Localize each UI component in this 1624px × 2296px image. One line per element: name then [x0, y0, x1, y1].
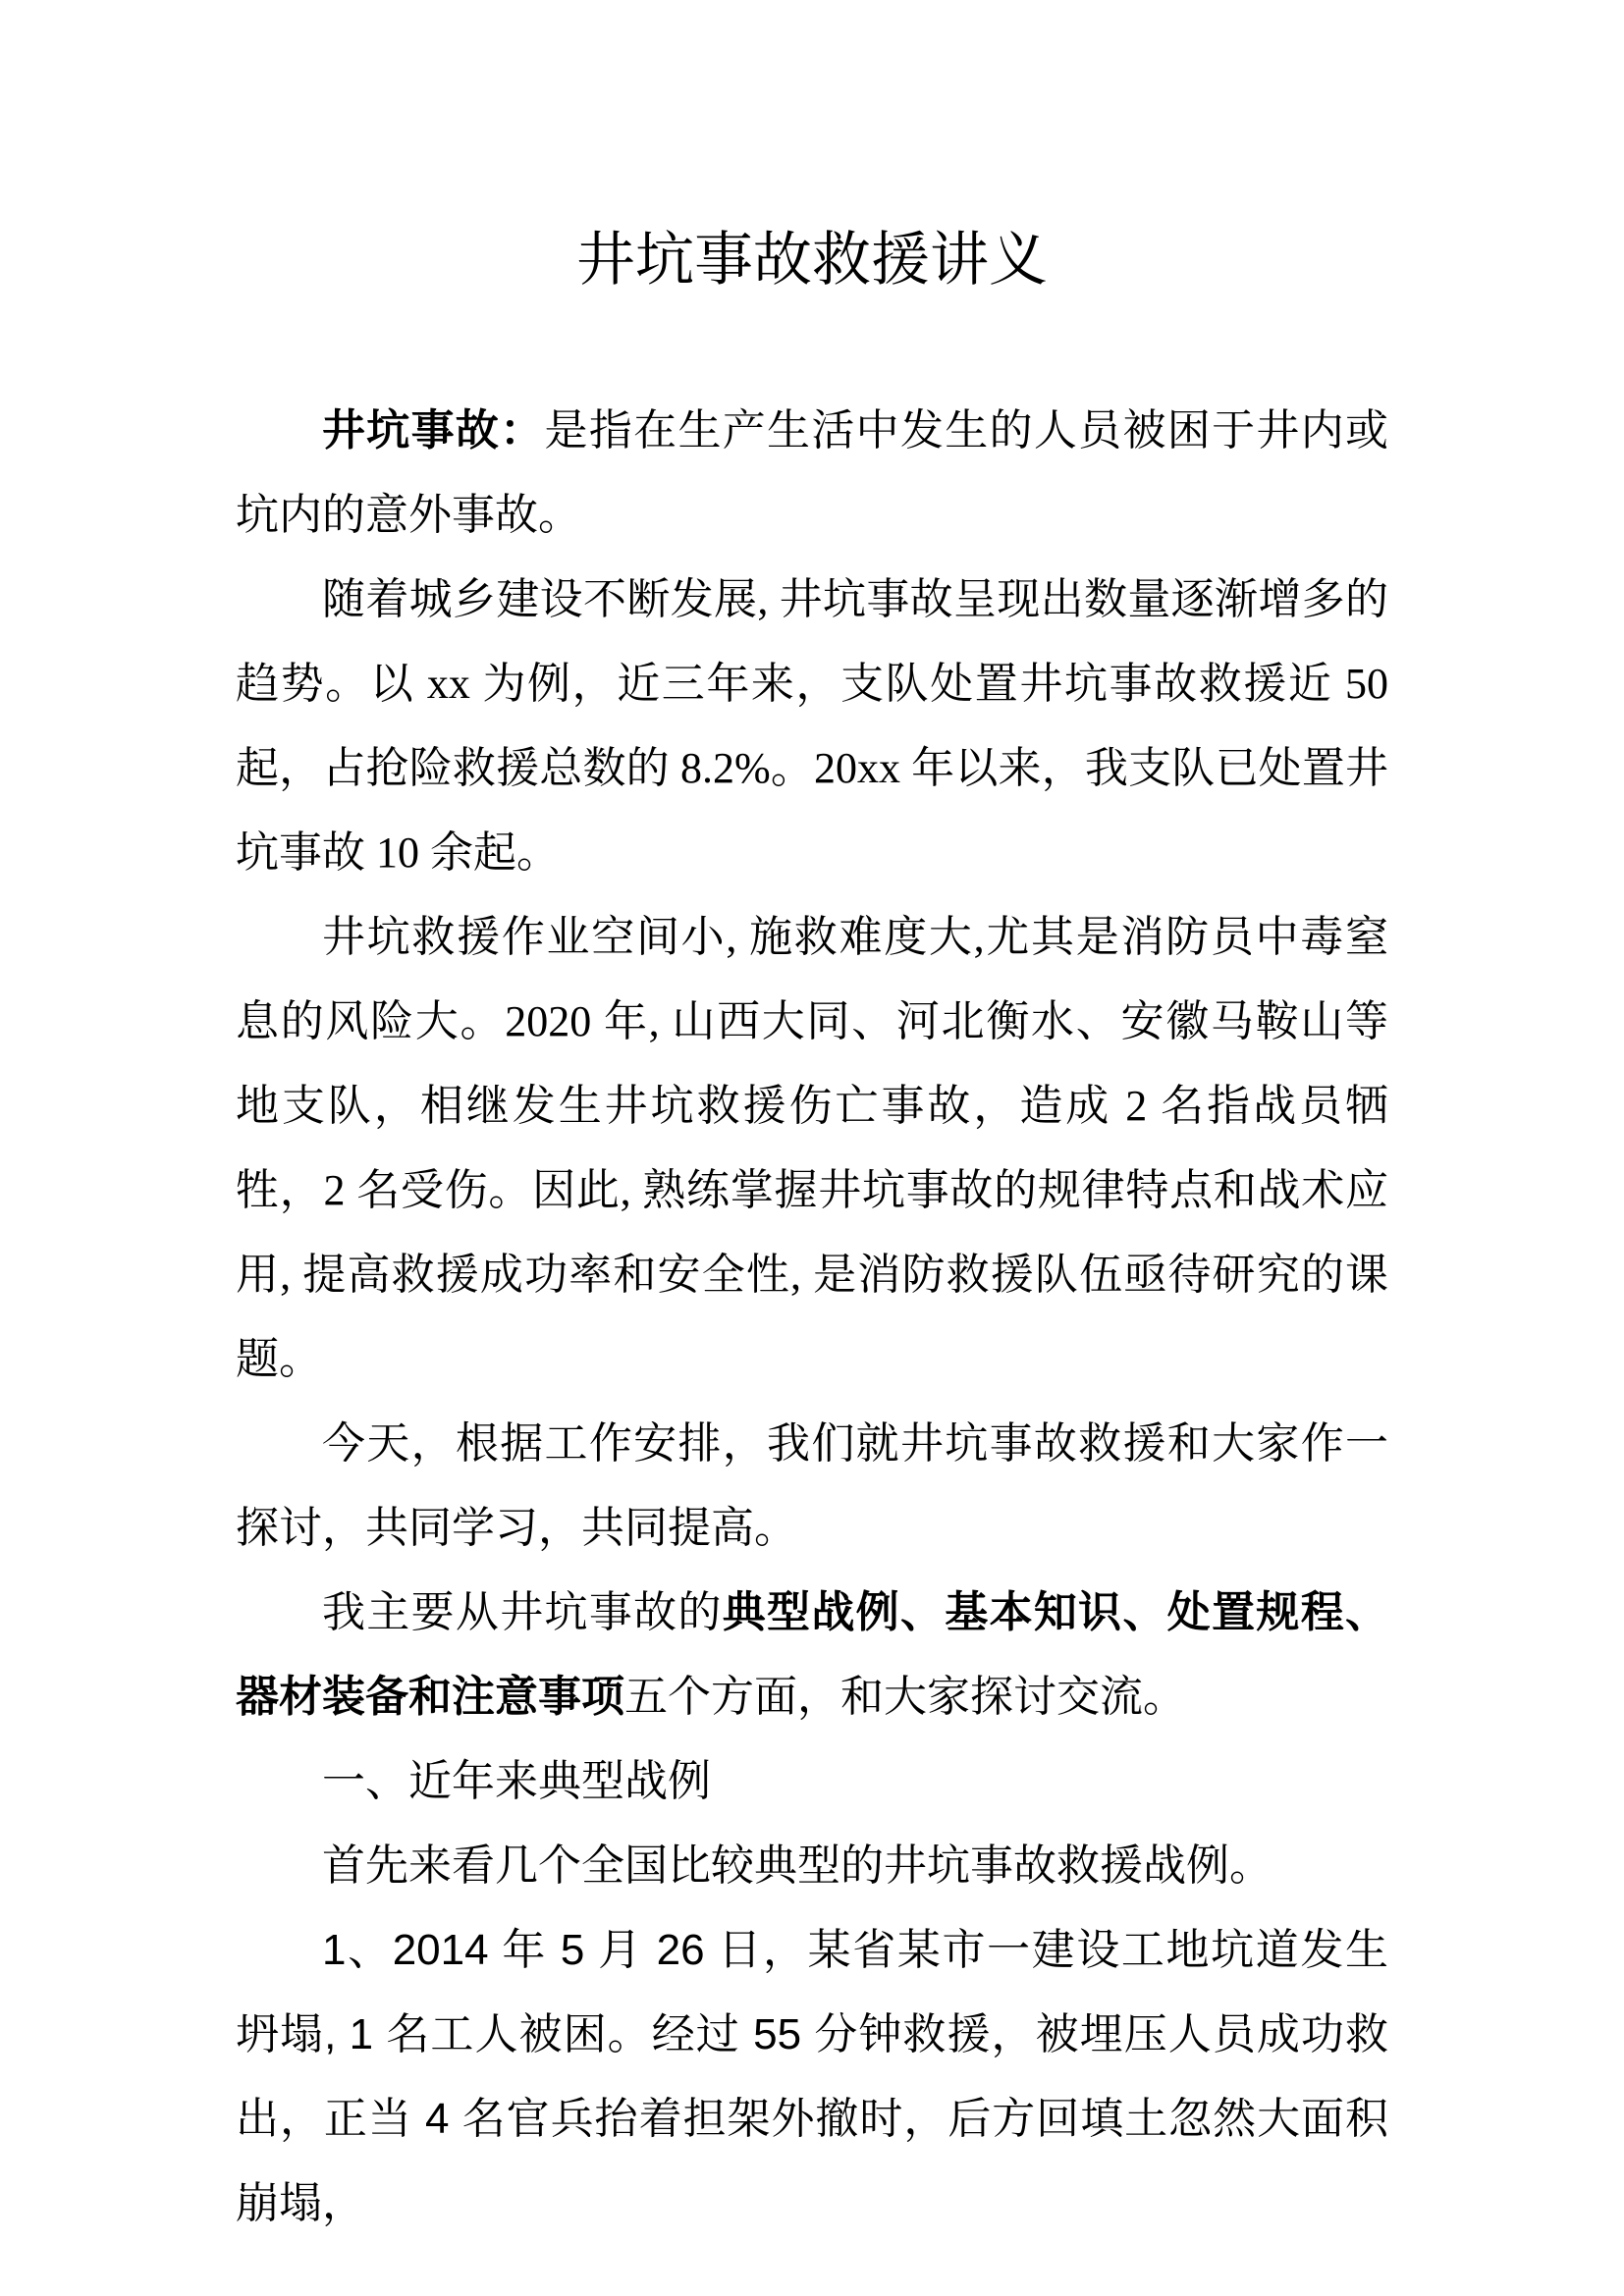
bold-text-run: 典型战例、基本知识、处置规程、器材装备和注意事项: [236, 1588, 1389, 1721]
text-run: 井坑救援作业空间小, 施救难度大,尤其是消防员中毒窒息的风险大。2020 年, 山西大同、河北衡水、安徽马鞍山等地支队，相继发生井坑救援伤亡事故，造成 2 名指战员牺牲，2 名受伤。因此, 熟练掌握井坑事故的规律特点和战术应用, 提高救援成功率和安全性, 是消防救援队伍亟待研究的课题。: [236, 913, 1388, 1383]
text-run: 随着城乡建设不断发展, 井坑事故呈现出数量逐渐增多的趋势。以 xx 为例，近三年来，支队处置井坑事故救援近 50 起，占抢险救援总数的 8.2%。20xx 年以来，我支队已处置井坑事故 10 余起。: [236, 575, 1388, 877]
paragraph-definition: [236, 389, 1388, 558]
document-title: 井坑事故救援讲义: [576, 228, 1048, 293]
text-run: 是指在生产生活中发生的人员被困于井内或坑内的意外事故。: [236, 406, 1389, 539]
text-run: 1、2014 年 5 月 26 日，某省某市一建设工地坑道发生坍塌, 1 名工人被困。经过 55 分钟救援，被埋压人员成功救出，正当 4 名官兵抬着担架外撤时，后方回填土忽然大面积崩塌，: [236, 1926, 1388, 2227]
paragraph-risk: [236, 895, 1388, 1402]
paragraph-intro: [236, 1402, 1388, 1571]
paragraph-trend: [236, 558, 1388, 895]
document-body: [236, 389, 1388, 2246]
text-run: 五个方面，和大家探讨交流。: [624, 1673, 1186, 1721]
section-heading-typical-cases: [236, 1739, 1388, 1824]
text-run: 今天，根据工作安排，我们就井坑事故救援和大家作一探讨，共同学习，共同提高。: [236, 1419, 1388, 1552]
paragraph-cases-lead: [236, 1824, 1388, 1908]
text-run: 我主要从井坑事故的: [322, 1588, 723, 1636]
text-run: 一、近年来典型战例: [322, 1757, 711, 1805]
text-run: 首先来看几个全国比较典型的井坑事故救援战例。: [322, 1842, 1272, 1890]
paragraph-outline: [236, 1571, 1388, 1739]
bold-text-run: 井坑事故：: [322, 406, 545, 454]
paragraph-case-1: [236, 1908, 1388, 2246]
